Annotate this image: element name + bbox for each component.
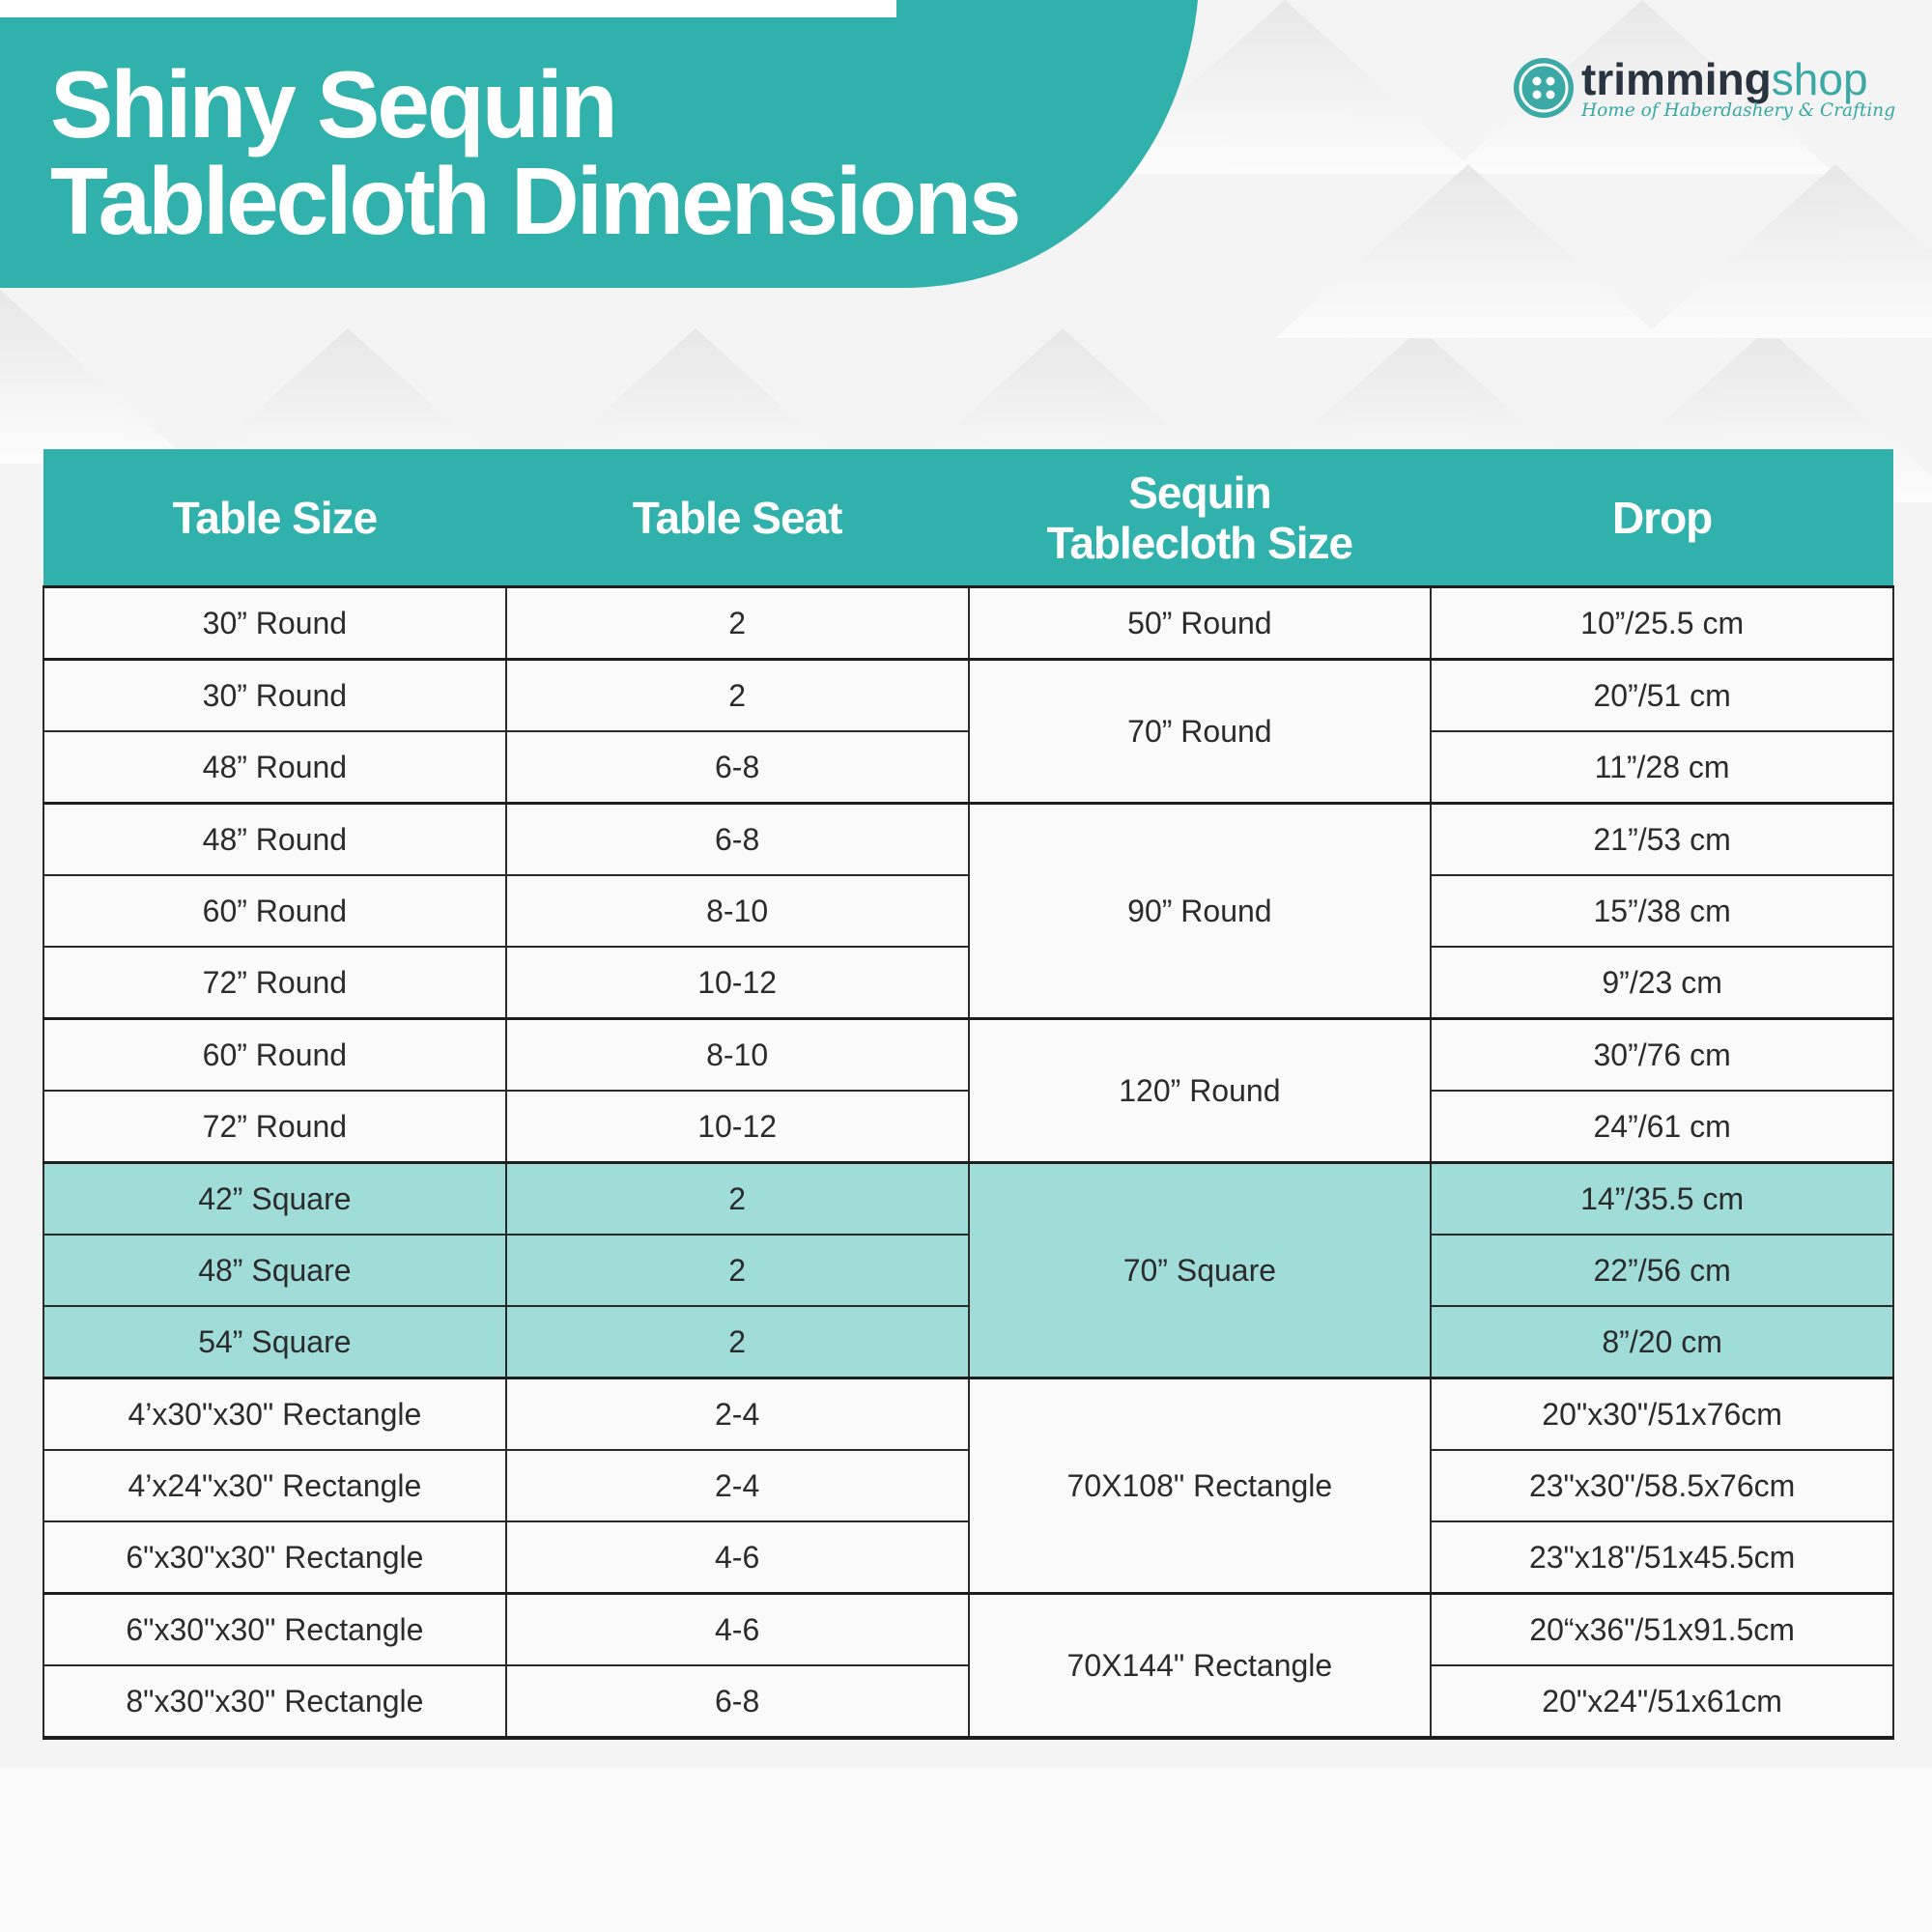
- table-size-cell: 30” Round: [43, 587, 506, 660]
- button-icon: [1512, 56, 1576, 120]
- table-row: [43, 1163, 1893, 1236]
- table-row: [43, 1594, 1893, 1666]
- header-drop: Drop: [1431, 449, 1893, 587]
- drop-cell: 8”/20 cm: [1431, 1306, 1893, 1378]
- drop-cell: 21”/53 cm: [1431, 804, 1893, 876]
- drop-cell: 20“x36"/51x91.5cm: [1431, 1594, 1893, 1666]
- table-size-cell: 4’x30"x30" Rectangle: [43, 1378, 506, 1451]
- drop-cell: 30”/76 cm: [1431, 1019, 1893, 1092]
- drop-cell: 14”/35.5 cm: [1431, 1163, 1893, 1236]
- size-group: [43, 660, 1893, 804]
- table-seat-cell: 4-6: [506, 1521, 969, 1594]
- table-size-cell: 72” Round: [43, 947, 506, 1019]
- title-line-2: Tablecloth Dimensions: [50, 148, 1019, 254]
- brand-tagline: Home of Haberdashery & Crafting: [1581, 100, 1896, 121]
- drop-cell: 20”/51 cm: [1431, 660, 1893, 732]
- drop-cell: 24”/61 cm: [1431, 1091, 1893, 1163]
- table-seat-cell: 2-4: [506, 1450, 969, 1521]
- tablecloth-size-cell: 50” Round: [969, 587, 1432, 660]
- table-size-cell: 48” Round: [43, 804, 506, 876]
- drop-cell: 11”/28 cm: [1431, 731, 1893, 804]
- table-row: [43, 1378, 1893, 1451]
- header-table-size: Table Size: [43, 449, 506, 587]
- header-row: [43, 449, 1893, 587]
- table-seat-cell: 2: [506, 1163, 969, 1236]
- table-size-cell: 72” Round: [43, 1091, 506, 1163]
- table-seat-cell: 8-10: [506, 875, 969, 947]
- size-group: [43, 1378, 1893, 1594]
- table-seat-cell: 2: [506, 1306, 969, 1378]
- table-seat-cell: 10-12: [506, 1091, 969, 1163]
- table-size-cell: 6"x30"x30" Rectangle: [43, 1594, 506, 1666]
- brand-name-bold: trimming: [1581, 54, 1772, 104]
- tablecloth-size-cell: 90” Round: [969, 804, 1432, 1019]
- title-line-1: Shiny Sequin: [50, 51, 615, 157]
- size-group: [43, 587, 1893, 660]
- table-seat-cell: 2: [506, 660, 969, 732]
- table-size-cell: 60” Round: [43, 875, 506, 947]
- table-row: [43, 660, 1893, 732]
- tablecloth-size-cell: 70” Round: [969, 660, 1432, 804]
- drop-cell: 9”/23 cm: [1431, 947, 1893, 1019]
- size-group: [43, 804, 1893, 1019]
- table-size-cell: 30” Round: [43, 660, 506, 732]
- table-size-cell: 6"x30"x30" Rectangle: [43, 1521, 506, 1594]
- drop-cell: 23"x30"/58.5x76cm: [1431, 1450, 1893, 1521]
- size-group: [43, 1019, 1893, 1163]
- tablecloth-size-cell: 70X108" Rectangle: [969, 1378, 1432, 1594]
- tablecloth-size-cell: 120” Round: [969, 1019, 1432, 1163]
- table-seat-cell: 6-8: [506, 731, 969, 804]
- brand-name: [1581, 54, 1868, 104]
- table-size-cell: 54” Square: [43, 1306, 506, 1378]
- dimensions-table: [43, 449, 1894, 1740]
- brand-logo: [1512, 54, 1896, 128]
- tablecloth-size-cell: 70X144" Rectangle: [969, 1594, 1432, 1739]
- brand-name-light: shop: [1771, 54, 1868, 104]
- tablecloth-size-cell: 70” Square: [969, 1163, 1432, 1378]
- table-size-cell: 48” Square: [43, 1235, 506, 1306]
- size-group: [43, 1594, 1893, 1739]
- table-seat-cell: 10-12: [506, 947, 969, 1019]
- table-seat-cell: 4-6: [506, 1594, 969, 1666]
- table-size-cell: 48” Round: [43, 731, 506, 804]
- header-tablecloth-line-1: Sequin: [1128, 467, 1271, 518]
- table-row: [43, 804, 1893, 876]
- size-group-highlighted: [43, 1163, 1893, 1378]
- drop-cell: 20"x24"/51x61cm: [1431, 1665, 1893, 1738]
- drop-cell: 23"x18"/51x45.5cm: [1431, 1521, 1893, 1594]
- drop-cell: 20"x30"/51x76cm: [1431, 1378, 1893, 1451]
- header-tablecloth-line-2: Tablecloth Size: [1046, 517, 1353, 568]
- table-row: [43, 1019, 1893, 1092]
- header-table-seat: Table Seat: [506, 449, 969, 587]
- table-size-cell: 4’x24"x30" Rectangle: [43, 1450, 506, 1521]
- header-tablecloth-size: [969, 449, 1432, 587]
- table-row: [43, 587, 1893, 660]
- table-seat-cell: 8-10: [506, 1019, 969, 1092]
- table-size-cell: 60” Round: [43, 1019, 506, 1092]
- table-size-cell: 8"x30"x30" Rectangle: [43, 1665, 506, 1738]
- table-seat-cell: 2-4: [506, 1378, 969, 1451]
- drop-cell: 10”/25.5 cm: [1431, 587, 1893, 660]
- page-title: [50, 51, 1019, 254]
- table-seat-cell: 6-8: [506, 1665, 969, 1738]
- table-seat-cell: 6-8: [506, 804, 969, 876]
- drop-cell: 22”/56 cm: [1431, 1235, 1893, 1306]
- table-seat-cell: 2: [506, 1235, 969, 1306]
- drop-cell: 15”/38 cm: [1431, 875, 1893, 947]
- table-seat-cell: 2: [506, 587, 969, 660]
- table-size-cell: 42” Square: [43, 1163, 506, 1236]
